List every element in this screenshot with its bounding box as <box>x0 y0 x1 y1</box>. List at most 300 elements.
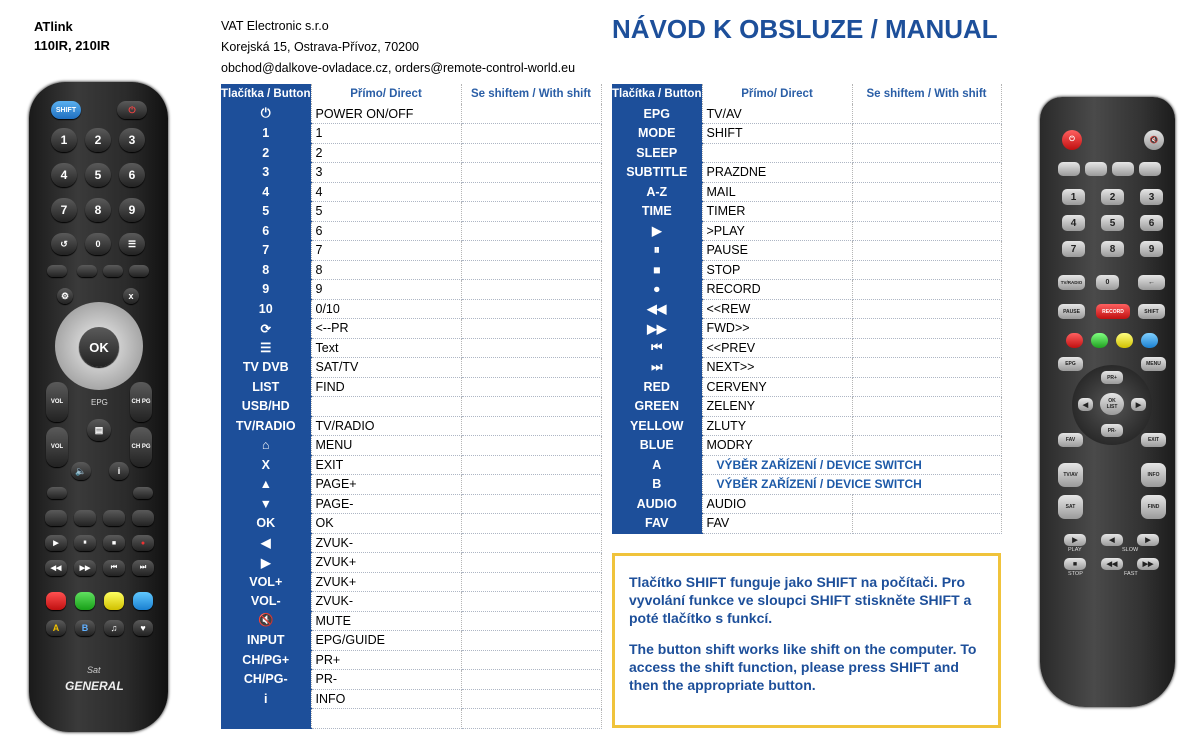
pause-icon: ⏸ <box>74 535 96 551</box>
stop-label: STOP <box>1068 571 1083 577</box>
shift-cell <box>461 494 601 514</box>
blue-button <box>1141 333 1158 348</box>
device-switch-cell: VÝBĚR ZAŘÍZENÍ / DEVICE SWITCH <box>702 455 1001 475</box>
table-row <box>612 514 1001 534</box>
button-key: CH/PG+ <box>221 650 311 670</box>
shift-cell <box>852 358 1001 378</box>
direct-cell: 5 <box>311 202 461 222</box>
button-key: ▶▶ <box>612 319 702 339</box>
table-row <box>612 436 1001 456</box>
table-row <box>612 124 1001 144</box>
table-row <box>612 455 1001 475</box>
button-key: ▼ <box>221 494 311 514</box>
shift-cell <box>461 163 601 183</box>
button-key: RED <box>612 377 702 397</box>
shift-cell <box>852 143 1001 163</box>
info-button: INFO <box>1141 463 1166 487</box>
function-key-3 <box>1112 162 1134 176</box>
remote-left-image <box>29 82 168 732</box>
direct-cell: PR- <box>311 670 461 690</box>
blue-button <box>133 592 153 610</box>
digit-1-button: 1 <box>1062 189 1085 205</box>
button-key: ⏭ <box>612 358 702 378</box>
button-key: INPUT <box>221 631 311 651</box>
function-key-4 <box>1139 162 1161 176</box>
table-row <box>221 143 601 163</box>
company-address: Korejská 15, Ostrava-Přívoz, 70200 <box>221 40 420 54</box>
button-key: X <box>221 455 311 475</box>
back-icon: ← <box>1138 275 1165 290</box>
shift-cell <box>852 221 1001 241</box>
shift-cell <box>461 416 601 436</box>
exit-icon: x <box>123 288 139 304</box>
col-direct: Přímo/ Direct <box>702 84 852 104</box>
direct-cell <box>702 143 852 163</box>
digit-2-button: 2 <box>1101 189 1124 205</box>
shift-cell <box>461 202 601 222</box>
direct-cell <box>311 397 461 417</box>
shift-cell <box>852 494 1001 514</box>
direct-cell: 1 <box>311 124 461 144</box>
model-info <box>34 17 110 55</box>
shift-button: SHIFT <box>1138 304 1165 319</box>
table-row <box>221 358 601 378</box>
digit-8-button: 8 <box>85 198 111 222</box>
yellow-button <box>104 592 124 610</box>
shift-cell <box>461 124 601 144</box>
find-button: FIND <box>1141 495 1166 519</box>
table-row <box>612 299 1001 319</box>
direct-cell: POWER ON/OFF <box>311 104 461 124</box>
yellow-button <box>1116 333 1133 348</box>
shift-cell <box>461 260 601 280</box>
direct-cell: Text <box>311 338 461 358</box>
digit-4-button: 4 <box>51 163 77 187</box>
direct-cell: <--PR <box>311 319 461 339</box>
table-row <box>221 553 601 573</box>
shift-cell <box>852 319 1001 339</box>
direct-cell: MUTE <box>311 611 461 631</box>
prev-icon: ⏮ <box>103 560 125 576</box>
table-row <box>612 260 1001 280</box>
table-row <box>612 338 1001 358</box>
button-key: CH/PG- <box>221 670 311 690</box>
table-row <box>612 280 1001 300</box>
shift-note-box <box>612 553 1001 728</box>
button-key: BLUE <box>612 436 702 456</box>
record-button: RECORD <box>1096 304 1130 319</box>
shift-cell <box>852 299 1001 319</box>
ch-minus-button: CH PG <box>130 427 152 467</box>
vol-minus-icon: ◀ <box>1078 398 1093 411</box>
mute-icon: 🔈 <box>71 462 91 480</box>
digit-7-button: 7 <box>51 198 77 222</box>
table-row <box>612 241 1001 261</box>
button-key: LIST <box>221 377 311 397</box>
epg-label: EPG <box>91 398 108 407</box>
table-row <box>612 143 1001 163</box>
exit-button: EXIT <box>1141 433 1166 447</box>
play-icon: ▶ <box>45 535 67 551</box>
tvradio-icon <box>129 265 149 277</box>
digit-4-button: 4 <box>1062 215 1085 231</box>
direct-cell: MAIL <box>702 182 852 202</box>
table-row <box>221 338 601 358</box>
table-row <box>221 631 601 651</box>
direct-cell: PRAZDNE <box>702 163 852 183</box>
digit-6-button: 6 <box>1140 215 1163 231</box>
button-key: 3 <box>221 163 311 183</box>
direct-cell: ZVUK+ <box>311 553 461 573</box>
shift-cell <box>852 241 1001 261</box>
col-shift: Se shiftem / With shift <box>852 84 1001 104</box>
shift-cell <box>852 182 1001 202</box>
table-row <box>221 163 601 183</box>
digit-1-button: 1 <box>51 128 77 152</box>
model-numbers: 110IR, 210IR <box>34 38 110 53</box>
table-row <box>221 533 601 553</box>
direct-cell: INFO <box>311 689 461 709</box>
button-key: 1 <box>221 124 311 144</box>
shift-cell <box>461 689 601 709</box>
page-title: NÁVOD K OBSLUZE / MANUAL <box>612 14 998 44</box>
vol-plus-icon: ▶ <box>1131 398 1146 411</box>
table-row <box>221 104 601 124</box>
direct-cell: RECORD <box>702 280 852 300</box>
table-row <box>612 182 1001 202</box>
info-icon: i <box>109 462 129 480</box>
slow-label: SLOW <box>1122 547 1139 553</box>
table-row <box>221 319 601 339</box>
shift-cell <box>461 221 601 241</box>
button-key: 7 <box>221 241 311 261</box>
shift-cell <box>852 163 1001 183</box>
table-row <box>612 358 1001 378</box>
table-row <box>221 124 601 144</box>
green-button <box>75 592 95 610</box>
direct-cell: ZELENY <box>702 397 852 417</box>
table-row <box>221 650 601 670</box>
function-key-2 <box>1085 162 1107 176</box>
shift-cell <box>852 416 1001 436</box>
shift-cell <box>461 377 601 397</box>
col-shift: Se shiftem / With shift <box>461 84 601 104</box>
digit-5-button: 5 <box>1101 215 1124 231</box>
shift-cell <box>852 280 1001 300</box>
model-brand: ATlink <box>34 19 73 34</box>
fast-label: FAST <box>1124 571 1138 577</box>
pr-minus-button: PR- <box>1101 424 1123 437</box>
tvradio-button: TV/RADIO <box>1058 275 1085 290</box>
direct-cell: SHIFT <box>702 124 852 144</box>
button-key: 🔇 <box>221 611 311 631</box>
direct-cell: <<REW <box>702 299 852 319</box>
slow-rew-icon: ◀ <box>1101 534 1123 546</box>
ok-label: OK <box>1108 398 1116 404</box>
button-key: TIME <box>612 202 702 222</box>
shift-cell <box>461 241 601 261</box>
shift-cell <box>461 475 601 495</box>
remote-right-image <box>1040 97 1175 707</box>
digit-0-button: 0 <box>1096 275 1119 290</box>
menu-icon: ⚙ <box>57 288 73 304</box>
green-button <box>1091 333 1108 348</box>
table-row <box>612 475 1001 495</box>
direct-cell <box>311 709 461 729</box>
digit-9-button: 9 <box>1140 241 1163 257</box>
table-row <box>221 241 601 261</box>
direct-cell: PR+ <box>311 650 461 670</box>
table-header-row <box>612 84 1001 104</box>
direct-cell: 3 <box>311 163 461 183</box>
ok-button: OK <box>79 327 119 367</box>
pause-button: PAUSE <box>1058 304 1085 319</box>
shift-cell <box>461 182 601 202</box>
shift-cell <box>461 553 601 573</box>
shift-cell <box>461 455 601 475</box>
table-row <box>221 436 601 456</box>
shift-cell <box>461 533 601 553</box>
button-key: ⏸ <box>612 241 702 261</box>
direct-cell: FWD>> <box>702 319 852 339</box>
table-row <box>221 514 601 534</box>
shift-cell <box>461 358 601 378</box>
button-key: 5 <box>221 202 311 222</box>
digit-7-button: 7 <box>1062 241 1085 257</box>
b-button: B <box>75 620 95 636</box>
button-key: ▲ <box>221 475 311 495</box>
direct-cell: OK <box>311 514 461 534</box>
shift-cell <box>461 299 601 319</box>
slow-fwd-icon: ▶ <box>1137 534 1159 546</box>
left-button-table <box>221 84 602 729</box>
device-switch-cell: VÝBĚR ZAŘÍZENÍ / DEVICE SWITCH <box>702 475 1001 495</box>
button-key: VOL- <box>221 592 311 612</box>
time-icon <box>132 510 154 526</box>
button-key: GREEN <box>612 397 702 417</box>
shift-cell <box>852 124 1001 144</box>
az-icon <box>103 510 125 526</box>
red-button <box>1066 333 1083 348</box>
button-key: 9 <box>221 280 311 300</box>
button-key: YELLOW <box>612 416 702 436</box>
button-key: B <box>612 475 702 495</box>
shift-cell <box>461 650 601 670</box>
direct-cell: 0/10 <box>311 299 461 319</box>
mute-icon: 🔇 <box>1144 130 1164 150</box>
next-icon: ⏭ <box>132 560 154 576</box>
input-icon <box>47 487 67 499</box>
direct-cell: EXIT <box>311 455 461 475</box>
direct-cell: EPG/GUIDE <box>311 631 461 651</box>
subtitle-icon <box>133 487 153 499</box>
note-english: The button shift works like shift on the computer. To access the shift function, please press SHIFT and then the appropriate button. <box>629 641 977 693</box>
direct-cell: MODRY <box>702 436 852 456</box>
button-key: 2 <box>221 143 311 163</box>
direct-cell: ZVUK- <box>311 592 461 612</box>
vol-minus-button: VOL <box>46 427 68 467</box>
brand-logo: GENERAL <box>65 679 124 693</box>
shift-cell <box>852 514 1001 534</box>
table-row <box>612 202 1001 222</box>
back-icon: ↺ <box>51 233 77 255</box>
table-row <box>221 260 601 280</box>
epg-button: EPG <box>1058 357 1083 371</box>
ok-list-button <box>1100 393 1124 415</box>
direct-cell: 7 <box>311 241 461 261</box>
button-key: ⟳ <box>221 319 311 339</box>
button-key: 10 <box>221 299 311 319</box>
button-key: ⏮ <box>612 338 702 358</box>
col-button: Tlačítka / Button <box>612 84 702 104</box>
shift-cell <box>461 338 601 358</box>
shift-cell <box>461 611 601 631</box>
direct-cell: >PLAY <box>702 221 852 241</box>
fwd-icon: ▶▶ <box>74 560 96 576</box>
direct-cell: 9 <box>311 280 461 300</box>
table-row <box>221 299 601 319</box>
shift-cell <box>461 436 601 456</box>
direct-cell: AUDIO <box>702 494 852 514</box>
direct-cell: TV/AV <box>702 104 852 124</box>
direct-cell: 4 <box>311 182 461 202</box>
table-row <box>612 163 1001 183</box>
table-row <box>612 416 1001 436</box>
table-row <box>221 397 601 417</box>
power-icon: ⏻ <box>117 101 147 119</box>
button-key: ▶ <box>221 553 311 573</box>
direct-cell: 2 <box>311 143 461 163</box>
shift-cell <box>852 338 1001 358</box>
button-key: ◀ <box>221 533 311 553</box>
vol-plus-button: VOL <box>46 382 68 422</box>
table-row <box>221 670 601 690</box>
button-key: A <box>612 455 702 475</box>
sleep-icon <box>45 510 67 526</box>
shift-cell <box>461 631 601 651</box>
table-row <box>221 182 601 202</box>
text-icon: ☰ <box>119 233 145 255</box>
button-key: TV/RADIO <box>221 416 311 436</box>
button-key: 4 <box>221 182 311 202</box>
direct-cell: TV/RADIO <box>311 416 461 436</box>
audio-icon: ♫ <box>104 620 124 636</box>
play-icon: ▶ <box>1064 534 1086 546</box>
sat-button: SAT <box>1058 495 1083 519</box>
table-row <box>612 494 1001 514</box>
table-row <box>221 611 601 631</box>
button-key: i <box>221 689 311 709</box>
ch-plus-button: CH PG <box>130 382 152 422</box>
list-label: LIST <box>1106 404 1118 410</box>
right-button-table <box>612 84 1002 534</box>
direct-cell: NEXT>> <box>702 358 852 378</box>
direct-cell: PAUSE <box>702 241 852 261</box>
table-row <box>612 104 1001 124</box>
stop-icon: ■ <box>1064 558 1086 570</box>
company-emails: obchod@dalkove-ovladace.cz, orders@remote-control-world.eu <box>221 61 576 75</box>
button-key: AUDIO <box>612 494 702 514</box>
table-row <box>612 221 1001 241</box>
fast-rew-icon: ◀◀ <box>1101 558 1123 570</box>
direct-cell: ZLUTY <box>702 416 852 436</box>
digit-6-button: 6 <box>119 163 145 187</box>
button-key: EPG <box>612 104 702 124</box>
epg-icon: ▤ <box>87 419 111 441</box>
button-key: ■ <box>612 260 702 280</box>
button-key: TV DVB <box>221 358 311 378</box>
digit-9-button: 9 <box>119 198 145 222</box>
shift-cell <box>461 319 601 339</box>
brand-script: Sat <box>87 665 101 675</box>
button-key: ◀◀ <box>612 299 702 319</box>
fav-icon: ♥ <box>133 620 153 636</box>
table-row <box>612 397 1001 417</box>
direct-cell: 8 <box>311 260 461 280</box>
button-key: 6 <box>221 221 311 241</box>
digit-8-button: 8 <box>1101 241 1124 257</box>
pr-plus-button: PR+ <box>1101 371 1123 384</box>
shift-cell <box>461 280 601 300</box>
table-row <box>612 377 1001 397</box>
shift-cell <box>852 202 1001 222</box>
shift-cell <box>852 436 1001 456</box>
red-button <box>46 592 66 610</box>
list-icon <box>77 265 97 277</box>
digit-3-button: 3 <box>119 128 145 152</box>
menu-button: MENU <box>1141 357 1166 371</box>
direct-cell: PAGE+ <box>311 475 461 495</box>
power-icon: ⏻ <box>1062 130 1082 150</box>
button-key: SLEEP <box>612 143 702 163</box>
direct-cell: FIND <box>311 377 461 397</box>
table-header-row <box>221 84 601 104</box>
shift-cell <box>852 377 1001 397</box>
shift-button: SHIFT <box>51 101 81 119</box>
table-row <box>221 494 601 514</box>
col-button: Tlačítka / Button <box>221 84 311 104</box>
table-row <box>221 709 601 729</box>
play-label: PLAY <box>1068 547 1082 553</box>
table-row <box>221 280 601 300</box>
shift-cell <box>852 260 1001 280</box>
company-info <box>221 16 575 79</box>
shift-cell <box>461 143 601 163</box>
stop-icon: ■ <box>103 535 125 551</box>
button-key: MODE <box>612 124 702 144</box>
note-czech: Tlačítko SHIFT funguje jako SHIFT na počítači. Pro vyvolání funkce ve sloupci SHIFT stiskněte SHIFT a poté tlačítko s funkcí. <box>629 574 972 626</box>
tvav-button: TV/AV <box>1058 463 1083 487</box>
table-row <box>221 221 601 241</box>
direct-cell: SAT/TV <box>311 358 461 378</box>
table-row <box>221 455 601 475</box>
shift-cell <box>461 572 601 592</box>
digit-5-button: 5 <box>85 163 111 187</box>
table-row <box>221 377 601 397</box>
table-row <box>221 572 601 592</box>
usb-icon <box>103 265 123 277</box>
button-key: 8 <box>221 260 311 280</box>
button-key: ▶ <box>612 221 702 241</box>
button-key: ● <box>612 280 702 300</box>
shift-cell <box>461 670 601 690</box>
button-key: OK <box>221 514 311 534</box>
direct-cell: <<PREV <box>702 338 852 358</box>
col-direct: Přímo/ Direct <box>311 84 461 104</box>
table-row <box>221 592 601 612</box>
fast-fwd-icon: ▶▶ <box>1137 558 1159 570</box>
text-icon <box>74 510 96 526</box>
